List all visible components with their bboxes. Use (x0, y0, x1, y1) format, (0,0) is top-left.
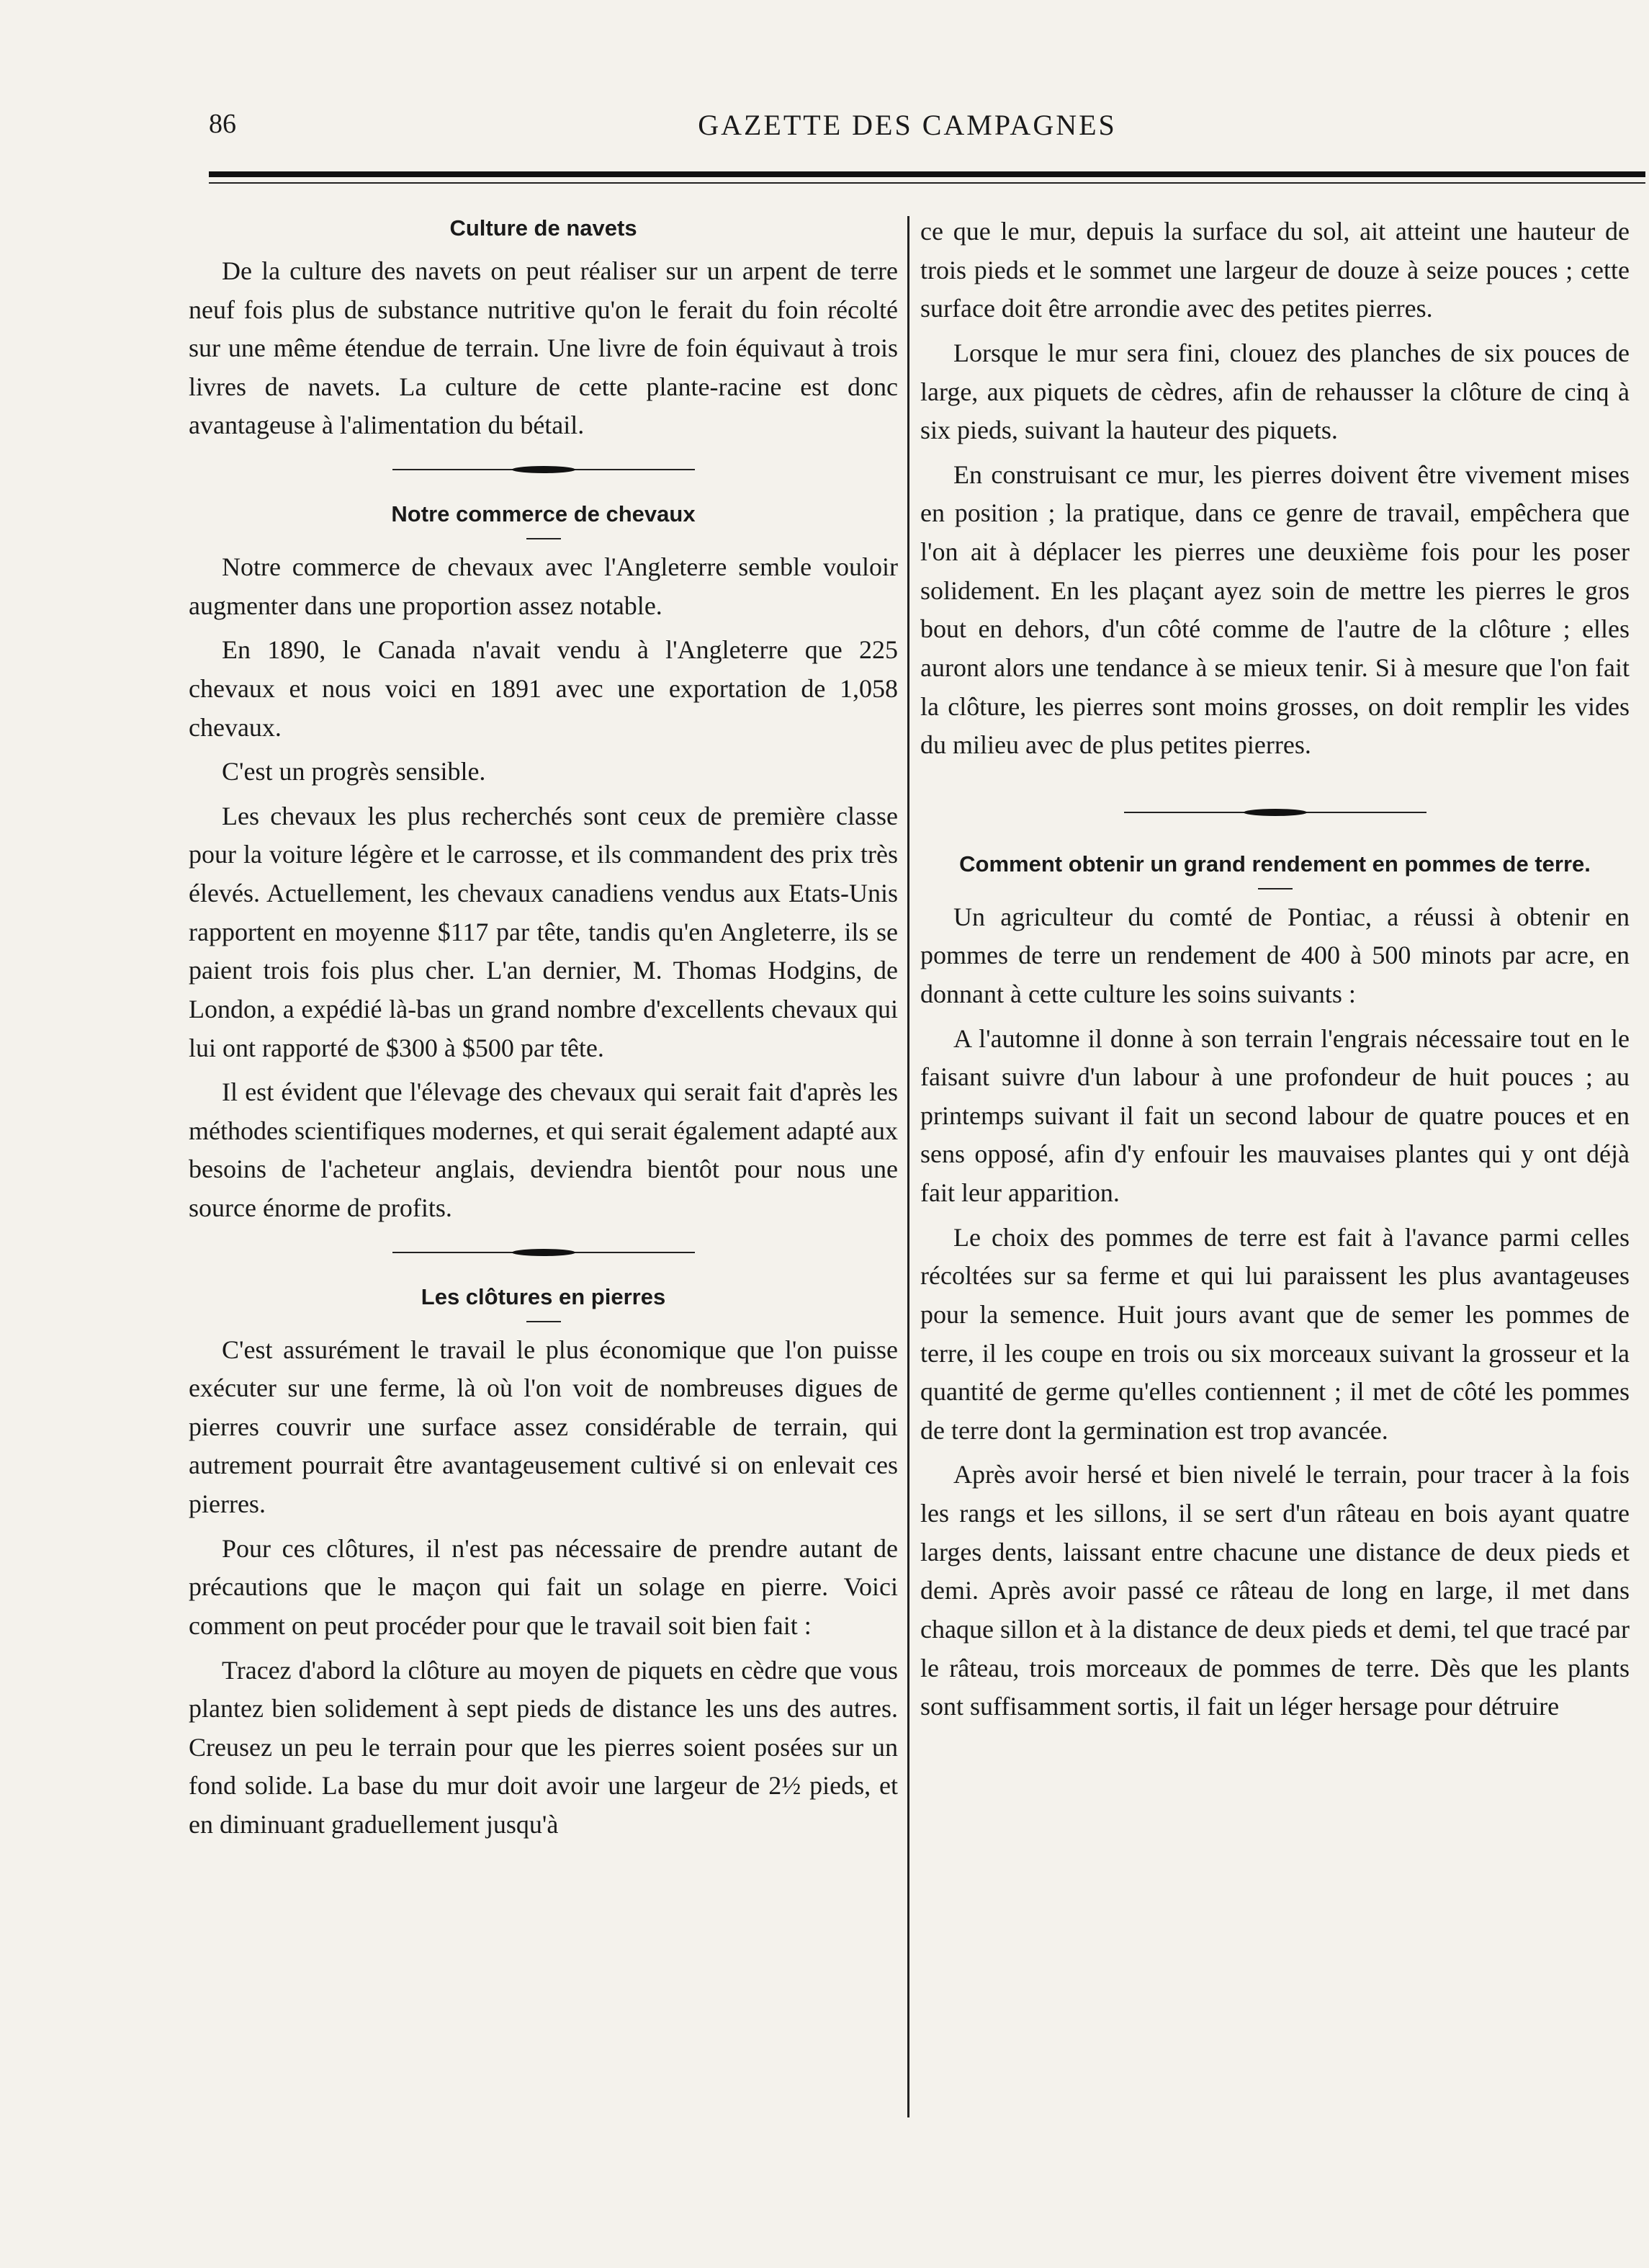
paragraph: Il est évident que l'élevage des chevaux qui serait fait d'après les méthodes scientifiques modernes, et qui serait également adapté aux besoins de l'acheteur anglais, deviendra bientôt pour nous une source énorme de profits. (189, 1077, 898, 1222)
paragraph: Un agriculteur du comté de Pontiac, a réussi à obtenir en pommes de terre un rendement de 400 à 500 minots par acre, en donnant à cette culture les soins suivants : (920, 902, 1630, 1008)
paragraph: Notre commerce de chevaux avec l'Angleterre semble vouloir augmenter dans une proportion assez notable. (189, 552, 898, 620)
paragraph: Lorsque le mur sera fini, clouez des planches de six pouces de large, aux piquets de cèdres, afin de rehausser la clôture de cinq à six pieds, suivant la hauteur des piquets. (920, 338, 1630, 445)
paragraph: En 1890, le Canada n'avait vendu à l'Angleterre que 225 chevaux et nous voici en 1891 avec une exportation de 1,058 chevaux. (189, 635, 898, 742)
section-ornament (392, 465, 695, 474)
article-commerce-chevaux (189, 498, 898, 1228)
article-heading: Les clôtures en pierres (421, 1283, 666, 1309)
paragraph: Après avoir hersé et bien nivelé le terrain, pour tracer à la fois les rangs et les sillons, il se sert d'un râteau en bois ayant quatre larges dents, laissant entre chacune une distance de deux pieds et demi. Après avoir passé ce râteau de long en large, il met dans chaque sillon et à la distance de deux pieds et demi, tel que tracé par le râteau, trois morceaux de pommes de terre. Dès que les plants sont suffisamment sortis, il fait un léger hersage pour détruire (920, 1460, 1630, 1721)
paragraph: Tracez d'abord la clôture au moyen de piquets en cèdre que vous plantez bien solidement à sept pieds de distance les uns des autres. Creusez un peu le terrain pour que les pierres soient posées sur un fond solide. La base du mur doit avoir une largeur de 2½ pieds, et en diminuant graduellement jusqu'à (189, 1655, 898, 1839)
article-heading: Notre commerce de chevaux (391, 501, 696, 527)
section-ornament (1124, 808, 1426, 817)
header-rule-thin (209, 182, 1645, 184)
paragraph: ce que le mur, depuis la surface du sol, ait atteint une hauteur de trois pieds et le sommet une largeur de douze à seize pouces ; cette surface doit être arrondie avec des petites pierres. (920, 217, 1630, 323)
article-heading: Comment obtenir un grand rendement en pommes de terre. (959, 851, 1591, 877)
paragraph: C'est assurément le travail le plus économique que l'on puisse exécuter sur une ferme, là où l'on voit de nombreuses digues de pierres couvrir une surface assez considérable de terrain, qui autrement pourrait être avantageusement cultivé si on enlevait ces pierres. (189, 1335, 898, 1519)
paragraph: Les chevaux les plus recherchés sont ceux de première classe pour la voiture légère et le carrosse, et ils commandent des prix très élevés. Actuellement, les chevaux canadiens vendus aux Etats-Unis rapportent en moyenne $117 par tête, tandis qu'en Angleterre, ils se paient trois fois plus cher. L'an dernier, M. Thomas Hodgins, de London, a expédié là-bas un grand nombre d'excellents chevaux qui lui ont rapporté de $300 à $500 par tête. (189, 801, 898, 1062)
paragraph: Pour ces clôtures, il n'est pas nécessaire de prendre autant de précautions que le maçon qui fait un solage en pierre. Voici comment on peut procéder pour que le travail soit bien fait : (189, 1533, 898, 1640)
paragraph: C'est un progrès sensible. (222, 757, 486, 786)
right-column (920, 212, 1630, 2225)
paragraph: En construisant ce mur, les pierres doivent être vivement mises en position ; la pratique, dans ce genre de travail, empêchera que l'on ait à déplacer les pierres une deuxième fois pour les poser solidement. En les plaçant ayez soin de mettre les pierres le gros bout en dehors, d'un côté comme de l'autre de la clôture ; elles auront alors une tendance à se mieux tenir. Si à mesure que l'on fait la clôture, les pierres sont moins grosses, on doit remplir les vides du milieu avec de plus petites pierres. (920, 460, 1630, 760)
article-heading: Culture de navets (449, 215, 637, 241)
article-clotures-pierres (189, 1281, 898, 1845)
article-culture-navets (189, 212, 898, 445)
paragraph: De la culture des navets on peut réaliser sur un arpent de terre neuf fois plus de substance nutritive qu'on le ferait du foin récolté sur une même étendue de terrain. Une livre de foin équivaut à trois livres de navets. La culture de cette plante-racine est donc avantageuse à l'alimentation du bétail. (189, 256, 898, 440)
page-header (187, 108, 1627, 151)
section-ornament (392, 1248, 695, 1257)
article-clotures-continued (920, 212, 1630, 765)
running-title: GAZETTE DES CAMPAGNES (698, 109, 1117, 141)
paragraph: A l'automne il donne à son terrain l'engrais nécessaire tout en le faisant suivre d'un labour à une profondeur de huit pouces ; au printemps suivant il fait un second labour de quatre pouces et en sens opposé, afin d'y enfouir les mauvaises plantes qui y ont déjà fait leur apparition. (920, 1023, 1630, 1208)
heading-rule (526, 538, 561, 539)
left-column (189, 212, 898, 2225)
heading-rule (1258, 888, 1293, 889)
page-number: 86 (209, 109, 236, 139)
paragraph: Le choix des pommes de terre est fait à l'avance parmi celles récoltées sur sa ferme et qui lui paraissent les plus avantageuses pour la semence. Huit jours avant que de semer les pommes de terre, il les coupe en trois ou six morceaux suivant la grosseur et la quantité de germe qu'elles contiennent ; il met de côté les pommes de terre dont la germination est trop avancée. (920, 1222, 1630, 1445)
column-divider (907, 216, 909, 2117)
heading-rule (526, 1321, 561, 1322)
header-rule-thick (209, 171, 1645, 177)
article-pommes-de-terre (920, 848, 1630, 1726)
